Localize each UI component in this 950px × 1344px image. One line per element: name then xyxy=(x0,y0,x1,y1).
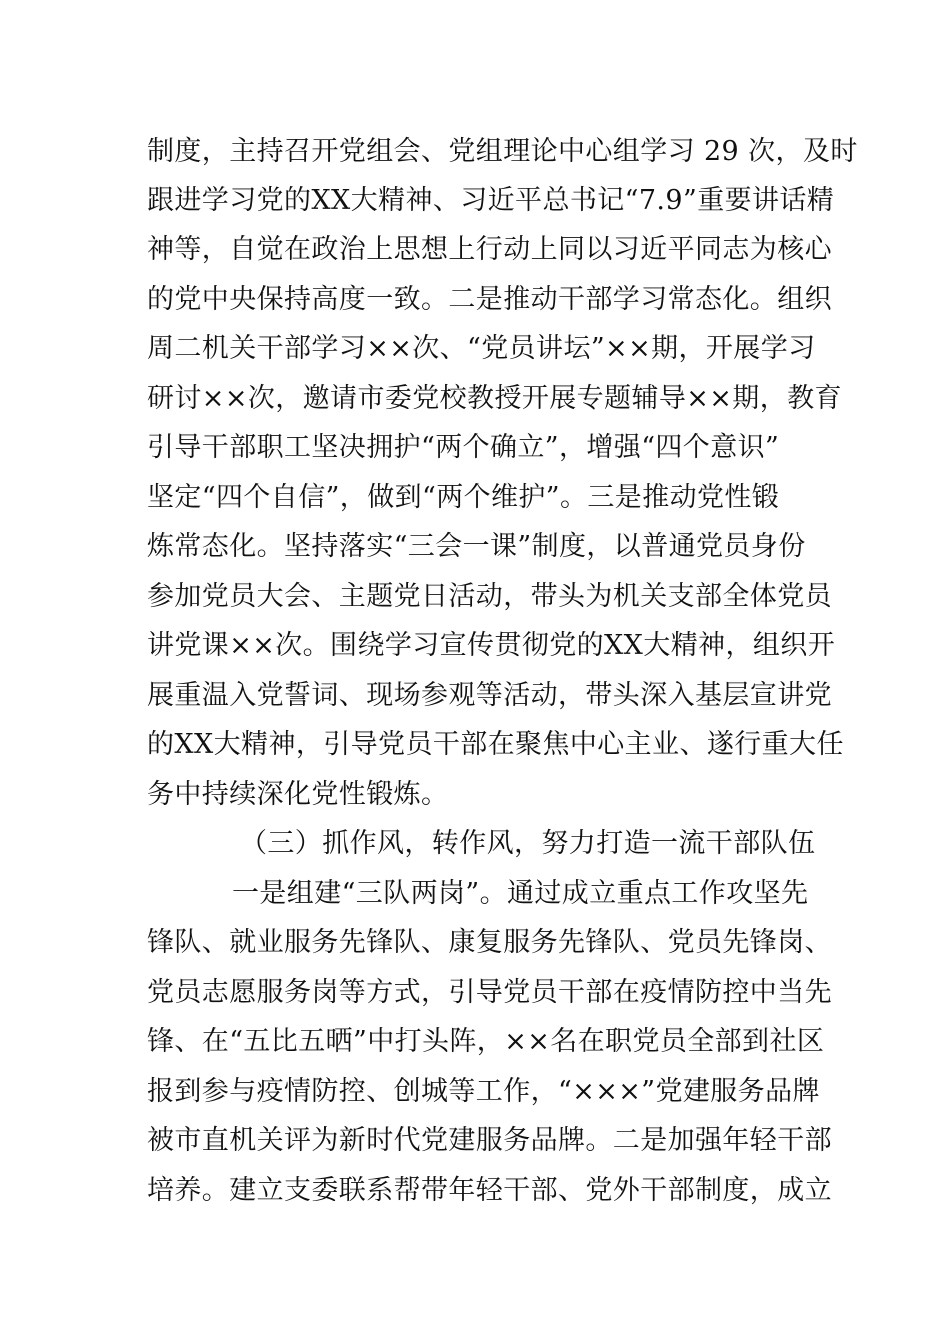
body-text-line: 参加党员大会、主题党日活动，带头为机关支部全体党员 xyxy=(147,581,832,612)
body-text-line: 神等，自觉在政治上思想上行动上同以习近平同志为核心 xyxy=(147,234,832,265)
body-text-line: 炼常态化。坚持落实“三会一课”制度，以普通党员身份 xyxy=(147,531,806,562)
body-text-line: 展重温入党誓词、现场参观等活动，带头深入基层宣讲党 xyxy=(147,680,832,711)
body-text-line: 报到参与疫情防控、创城等工作，“×××”党建服务品牌 xyxy=(147,1076,820,1107)
body-text-line: 跟进学习党的XX大精神、习近平总书记“7.9”重要讲话精 xyxy=(147,185,835,216)
body-text-line: 锋队、就业服务先锋队、康复服务先锋队、党员先锋岗、 xyxy=(147,927,832,958)
body-text-line: 一是组建“三队两岗”。通过成立重点工作攻坚先 xyxy=(232,878,809,909)
body-text-line: 锋、在“五比五晒”中打头阵，××名在职党员全部到社区 xyxy=(147,1026,825,1057)
body-text-line: 培养。建立支委联系帮带年轻干部、党外干部制度，成立 xyxy=(147,1175,832,1206)
body-text-line: 研讨××次，邀请市委党校教授开展专题辅导××期，教育 xyxy=(147,383,842,414)
body-text-line: 坚定“四个自信”，做到“两个维护”。三是推动党性锻 xyxy=(147,482,780,513)
body-text-line: 被市直机关评为新时代党建服务品牌。二是加强年轻干部 xyxy=(147,1125,832,1156)
body-text-line: 的XX大精神，引导党员干部在聚焦中心主业、遂行重大任 xyxy=(147,729,844,760)
body-text-line: 讲党课××次。围绕学习宣传贯彻党的XX大精神，组织开 xyxy=(147,630,836,661)
body-text-line: 制度，主持召开党组会、党组理论中心组学习 29 次，及时 xyxy=(147,136,858,167)
body-text-line: 周二机关干部学习××次、“党员讲坛”××期，开展学习 xyxy=(147,333,816,364)
body-text-line: 务中持续深化党性锻炼。 xyxy=(147,779,449,810)
section-heading: （三）抓作风，转作风，努力打造一流干部队伍 xyxy=(240,828,816,859)
body-text-line: 引导干部职工坚决拥护“两个确立”，增强“四个意识” xyxy=(147,432,780,463)
body-text-line: 的党中央保持高度一致。二是推动干部学习常态化。组织 xyxy=(147,284,832,315)
body-text-line: 党员志愿服务岗等方式，引导党员干部在疫情防控中当先 xyxy=(147,977,832,1008)
